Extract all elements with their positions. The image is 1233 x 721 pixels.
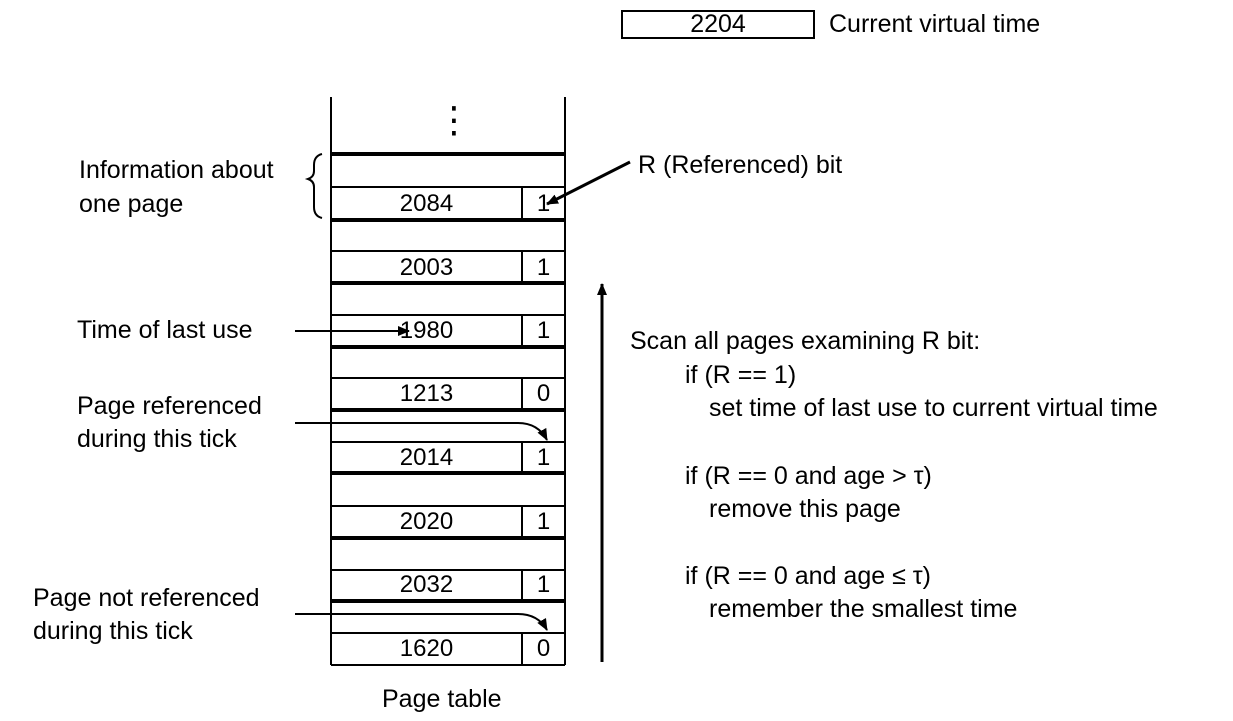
time-cell: 2032 <box>399 571 454 598</box>
info-label-line2: one page <box>79 190 184 218</box>
page-referenced-line2: during this tick <box>77 425 237 453</box>
algorithm-line: if (R == 0 and age > τ) <box>685 462 932 490</box>
r-bit-cell: 1 <box>536 571 551 598</box>
current-virtual-time-value: 2204 <box>690 10 746 38</box>
r-bit-cell: 1 <box>536 190 551 217</box>
time-cell: 2084 <box>399 190 454 217</box>
algorithm-line: remove this page <box>709 495 901 523</box>
time-cell: 1620 <box>399 635 454 662</box>
time-cell: 2003 <box>399 254 454 281</box>
r-bit-cell: 1 <box>536 254 551 281</box>
algorithm-line: if (R == 1) <box>685 361 797 389</box>
time-cell: 1980 <box>399 317 454 344</box>
r-bit-cell: 0 <box>536 380 551 407</box>
algorithm-line: set time of last use to current virtual time <box>709 394 1158 422</box>
time-cell: 2020 <box>399 508 454 535</box>
current-virtual-time-label: Current virtual time <box>829 10 1041 38</box>
page-referenced-arrow <box>295 423 547 440</box>
page-not-referenced-arrow <box>295 614 547 630</box>
r-bit-cell: 1 <box>536 317 551 344</box>
r-bit-cell: 1 <box>536 444 551 471</box>
info-brace <box>308 154 322 218</box>
algorithm-heading: Scan all pages examining R bit: <box>630 327 981 355</box>
current-virtual-time-box <box>621 10 815 39</box>
table-ellipsis: ⋮ <box>436 99 472 140</box>
r-bit-cell: 1 <box>536 508 551 535</box>
r-bit-cell: 0 <box>536 635 551 662</box>
page-not-referenced-line1: Page not referenced <box>33 584 260 612</box>
algorithm-line: if (R == 0 and age ≤ τ) <box>685 562 931 590</box>
r-bit-label: R (Referenced) bit <box>638 151 843 179</box>
algorithm-line: remember the smallest time <box>709 595 1018 623</box>
time-last-use-label: Time of last use <box>77 316 253 344</box>
page-not-referenced-line2: during this tick <box>33 617 193 645</box>
page-referenced-line1: Page referenced <box>77 392 262 420</box>
info-label-line1: Information about <box>79 156 274 184</box>
time-cell: 2014 <box>399 444 454 471</box>
page-table-caption: Page table <box>382 685 502 713</box>
time-cell: 1213 <box>399 380 454 407</box>
